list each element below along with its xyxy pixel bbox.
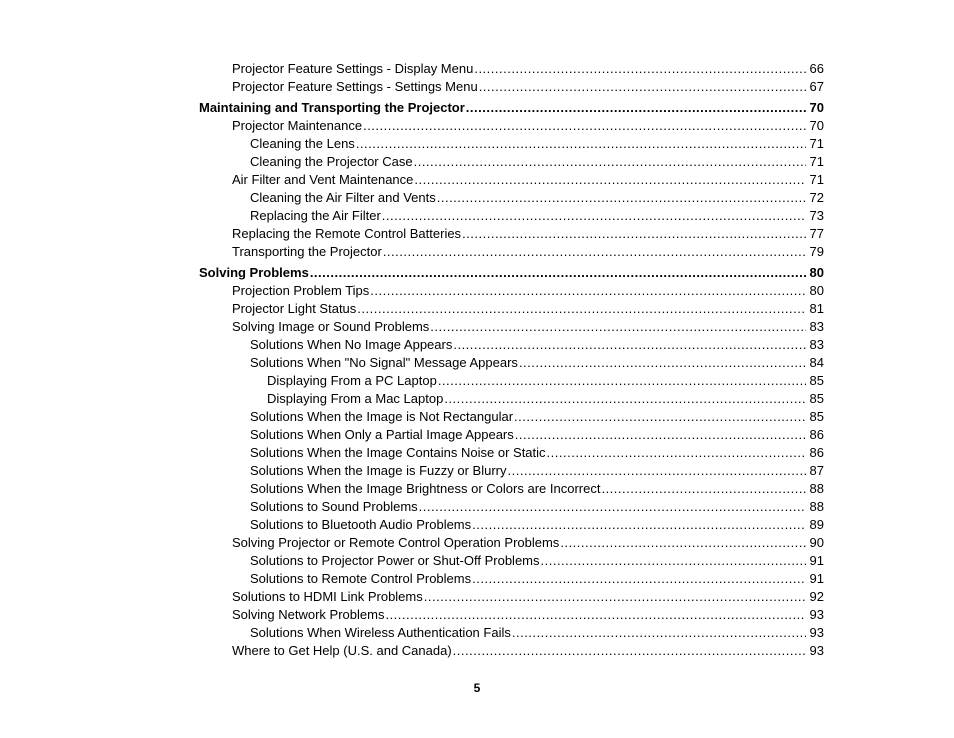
toc-entry-title: Cleaning the Lens (250, 136, 355, 151)
toc-entry-title: Cleaning the Projector Case (250, 154, 413, 169)
toc-entry-page: 73 (809, 208, 824, 223)
toc-entry-title: Solving Network Problems (232, 607, 385, 622)
toc-entry-page: 88 (809, 499, 824, 514)
toc-entry-title: Solutions When the Image Contains Noise or Static (250, 445, 546, 460)
toc-dot-leader (438, 373, 806, 389)
toc-entry[interactable] (232, 79, 824, 95)
toc-entry[interactable] (232, 607, 824, 623)
toc-entry-title: Solutions When No Image Appears (250, 337, 453, 352)
toc-entry-title: Solutions to Sound Problems (250, 499, 418, 514)
toc-entry-page: 92 (809, 589, 824, 604)
toc-entry[interactable] (232, 118, 824, 134)
toc-entry[interactable] (250, 136, 824, 152)
toc-entry[interactable] (250, 190, 824, 206)
toc-entry-title: Projector Feature Settings - Display Menu (232, 61, 474, 76)
toc-entry-title: Projector Feature Settings - Settings Menu (232, 79, 478, 94)
toc-entry-title: Solutions to Bluetooth Audio Problems (250, 517, 472, 532)
toc-entry[interactable] (232, 283, 824, 299)
toc-dot-leader (519, 355, 806, 371)
toc-entry-page: 71 (809, 154, 824, 169)
toc-entry-page: 71 (809, 172, 824, 187)
toc-entry-title: Solutions When Only a Partial Image Appears (250, 427, 514, 442)
toc-dot-leader (430, 319, 806, 335)
toc-entry-page: 80 (809, 265, 824, 280)
toc-dot-leader (541, 553, 807, 569)
toc-entry-page: 85 (809, 373, 824, 388)
toc-entry[interactable] (250, 355, 824, 371)
toc-entry[interactable] (250, 571, 824, 587)
toc-entry-page: 71 (809, 136, 824, 151)
toc-entry[interactable] (250, 553, 824, 569)
toc-entry[interactable] (250, 463, 824, 479)
toc-entry-title: Displaying From a PC Laptop (267, 373, 437, 388)
toc-dot-leader (363, 118, 806, 134)
toc-entry-page: 91 (809, 571, 824, 586)
toc-dot-leader (479, 79, 806, 95)
toc-entry-title: Solutions to Remote Control Problems (250, 571, 472, 586)
toc-entry[interactable] (232, 535, 824, 551)
toc-entry-title: Replacing the Remote Control Batteries (232, 226, 462, 241)
toc-entry-title: Solving Problems (199, 265, 309, 280)
toc-entry-page: 70 (809, 100, 824, 115)
toc-entry[interactable] (250, 499, 824, 515)
toc-entry-page: 81 (809, 301, 824, 316)
toc-entry-title: Solutions When the Image is Fuzzy or Blurry (250, 463, 507, 478)
toc-dot-leader (310, 265, 806, 281)
toc-dot-leader (385, 607, 806, 623)
toc-dot-leader (474, 61, 806, 77)
toc-entry[interactable] (232, 589, 824, 605)
toc-dot-leader (414, 154, 806, 170)
toc-dot-leader (547, 445, 806, 461)
toc-entry[interactable] (232, 172, 824, 188)
toc-entry-title: Solving Projector or Remote Control Operation Problems (232, 535, 560, 550)
toc-entry[interactable] (232, 301, 824, 317)
toc-entry[interactable] (250, 445, 824, 461)
toc-dot-leader (357, 301, 806, 317)
toc-entry-title: Solutions When "No Signal" Message Appears (250, 355, 518, 370)
toc-entry-page: 93 (809, 607, 824, 622)
toc-entry-title: Transporting the Projector (232, 244, 382, 259)
toc-entry-title: Solutions When the Image is Not Rectangular (250, 409, 514, 424)
toc-entry-page: 90 (809, 535, 824, 550)
toc-entry-page: 83 (809, 337, 824, 352)
toc-entry-page: 93 (809, 625, 824, 640)
toc-dot-leader (437, 190, 806, 206)
toc-entry-page: 93 (809, 643, 824, 658)
toc-entry[interactable] (250, 208, 824, 224)
toc-entry-title: Solutions to HDMI Link Problems (232, 589, 423, 604)
toc-entry[interactable] (250, 409, 824, 425)
toc-entry-title: Air Filter and Vent Maintenance (232, 172, 414, 187)
toc-entry[interactable] (267, 391, 824, 407)
toc-dot-leader (472, 517, 806, 533)
toc-entry-title: Solutions When the Image Brightness or Colors are Incorrect (250, 481, 601, 496)
toc-entry-title: Projection Problem Tips (232, 283, 370, 298)
toc-entry[interactable] (232, 226, 824, 242)
toc-entry[interactable] (250, 517, 824, 533)
page-number: 5 (473, 681, 481, 695)
toc-entry-page: 86 (809, 445, 824, 460)
toc-entry[interactable] (267, 373, 824, 389)
toc-dot-leader (466, 100, 806, 116)
toc-entry[interactable] (232, 61, 824, 77)
toc-dot-leader (414, 172, 806, 188)
toc-entry-page: 70 (809, 118, 824, 133)
toc-dot-leader (419, 499, 806, 515)
toc-dot-leader (601, 481, 806, 497)
toc-dot-leader (472, 571, 806, 587)
toc-dot-leader (514, 409, 806, 425)
toc-entry[interactable] (250, 154, 824, 170)
toc-entry[interactable] (250, 427, 824, 443)
toc-entry-title: Solutions to Projector Power or Shut-Off Problems (250, 553, 540, 568)
toc-entry-title: Solutions When Wireless Authentication Fails (250, 625, 511, 640)
toc-entry-page: 86 (809, 427, 824, 442)
toc-dot-leader (515, 427, 806, 443)
toc-entry-page: 85 (809, 409, 824, 424)
toc-entry-title: Displaying From a Mac Laptop (267, 391, 444, 406)
toc-dot-leader (560, 535, 806, 551)
toc-entry[interactable] (232, 643, 824, 659)
toc-entry[interactable] (199, 265, 824, 281)
toc-entry-page: 87 (809, 463, 824, 478)
toc-entry[interactable] (199, 100, 824, 116)
toc-entry-title: Projector Maintenance (232, 118, 363, 133)
toc-dot-leader (512, 625, 806, 641)
toc-entry-title: Projector Light Status (232, 301, 357, 316)
toc-dot-leader (424, 589, 806, 605)
toc-entry-page: 72 (809, 190, 824, 205)
toc-entry-page: 84 (809, 355, 824, 370)
toc-entry[interactable] (250, 625, 824, 641)
toc-entry[interactable] (232, 244, 824, 260)
toc-entry-page: 88 (809, 481, 824, 496)
toc-entry[interactable] (232, 319, 824, 335)
toc-dot-leader (453, 337, 806, 353)
toc-entry[interactable] (250, 337, 824, 353)
toc-dot-leader (382, 208, 806, 224)
toc-entry-page: 83 (809, 319, 824, 334)
toc-dot-leader (383, 244, 806, 260)
toc-dot-leader (444, 391, 806, 407)
toc-entry-page: 67 (809, 79, 824, 94)
toc-entry-page: 77 (809, 226, 824, 241)
toc-entry-page: 85 (809, 391, 824, 406)
toc-entry-title: Replacing the Air Filter (250, 208, 381, 223)
toc-dot-leader (356, 136, 806, 152)
toc-entry-page: 79 (809, 244, 824, 259)
toc-entry[interactable] (250, 481, 824, 497)
toc-entry-page: 89 (809, 517, 824, 532)
toc-entry-page: 66 (809, 61, 824, 76)
toc-dot-leader (508, 463, 807, 479)
toc-entry-title: Cleaning the Air Filter and Vents (250, 190, 436, 205)
toc-dot-leader (370, 283, 806, 299)
toc-entry-page: 80 (809, 283, 824, 298)
toc-dot-leader (453, 643, 806, 659)
toc-dot-leader (462, 226, 806, 242)
toc-entry-title: Solving Image or Sound Problems (232, 319, 430, 334)
toc-entry-page: 91 (809, 553, 824, 568)
toc-entry-title: Maintaining and Transporting the Projector (199, 100, 465, 115)
toc-entry-title: Where to Get Help (U.S. and Canada) (232, 643, 452, 658)
